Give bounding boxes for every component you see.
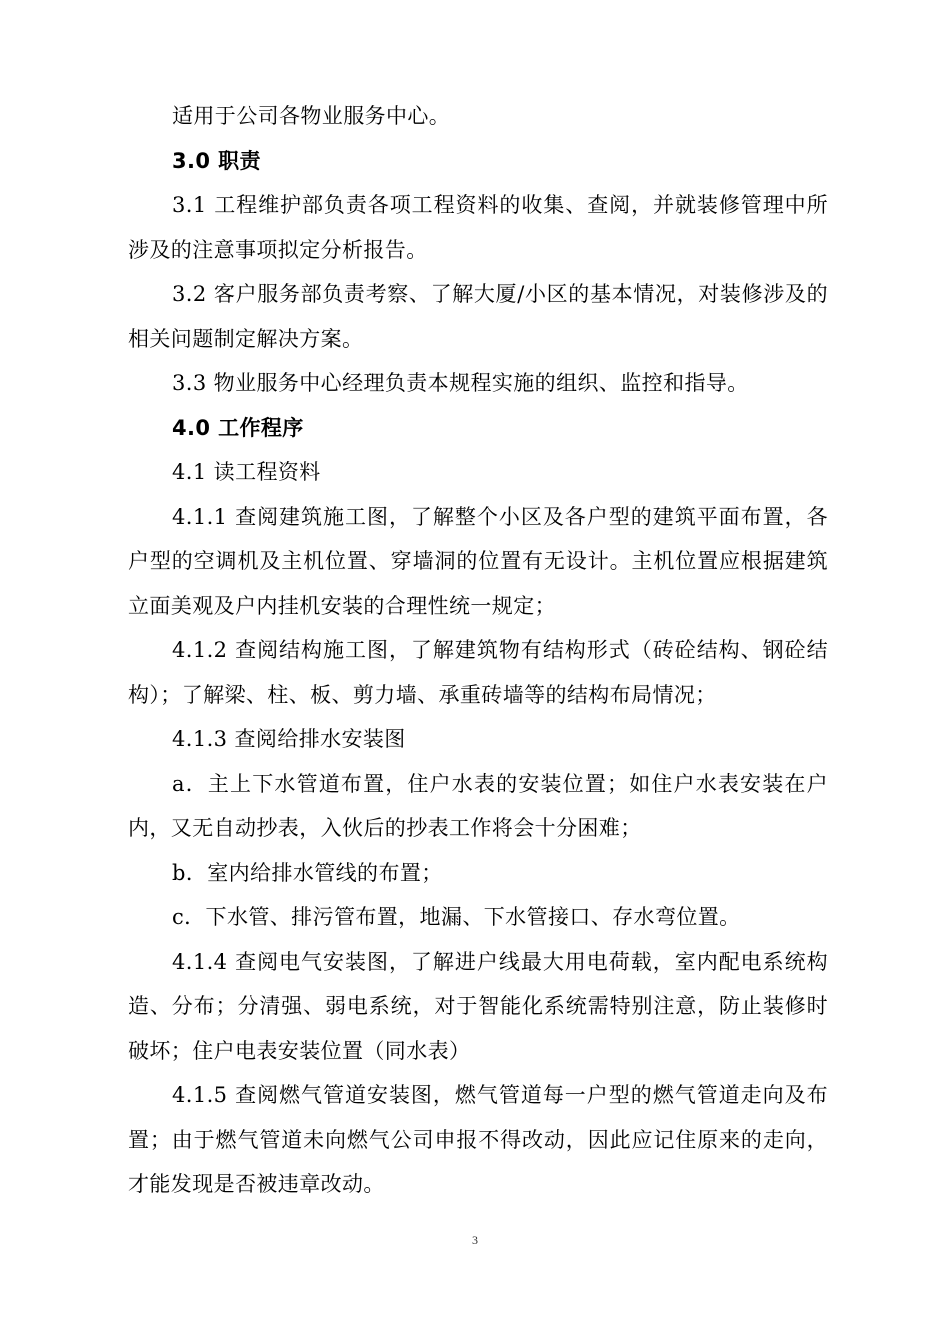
section-heading: 4.0 工作程序	[172, 415, 304, 440]
paragraph: 3.2 客户服务部负责考察、了解大厦/小区的基本情况，对装修涉及的相关问题制定解决方案。	[128, 282, 828, 351]
paragraph: 4.1.4 查阅电气安装图，了解进户线最大用电荷载，室内配电系统构造、分布；分清强、弱电系统，对于智能化系统需特别注意，防止装修时破坏；住户电表安装位置（同水表）	[128, 949, 828, 1063]
paragraph: c．下水管、排污管布置，地漏、下水管接口、存水弯位置。	[172, 905, 741, 929]
paragraph: 适用于公司各物业服务中心。	[172, 104, 451, 128]
paragraph: 3.1 工程维护部负责各项工程资料的收集、查阅，并就装修管理中所涉及的注意事项拟定分析报告。	[128, 193, 828, 262]
paragraph: 4.1.1 查阅建筑施工图，了解整个小区及各户型的建筑平面布置，各户型的空调机及主机位置、穿墙洞的位置有无设计。主机位置应根据建筑立面美观及户内挂机安装的合理性统一规定；	[128, 504, 828, 618]
paragraph: 3.3 物业服务中心经理负责本规程实施的组织、监控和指导。	[172, 371, 749, 395]
page-number: 3	[472, 1233, 478, 1247]
paragraph: 4.1.3 查阅给排水安装图	[172, 727, 406, 751]
paragraph: a．主上下水管道布置，住户水表的安装位置；如住户水表安装在户内，又无自动抄表，入伙后的抄表工作将会十分困难；	[128, 771, 828, 840]
paragraph: 4.1.5 查阅燃气管道安装图，燃气管道每一户型的燃气管道走向及布置；由于燃气管道未向燃气公司申报不得改动，因此应记住原来的走向，才能发现是否被违章改动。	[128, 1083, 828, 1196]
paragraph: 4.1 读工程资料	[172, 460, 321, 484]
section-heading: 3.0 职责	[172, 148, 261, 173]
paragraph: b．室内给排水管线的布置；	[172, 860, 443, 885]
document-body	[128, 94, 828, 1207]
paragraph: 4.1.2 查阅结构施工图，了解建筑物有结构形式（砖砼结构、钢砼结构）；了解梁、柱、板、剪力墙、承重砖墙等的结构布局情况；	[128, 638, 828, 707]
